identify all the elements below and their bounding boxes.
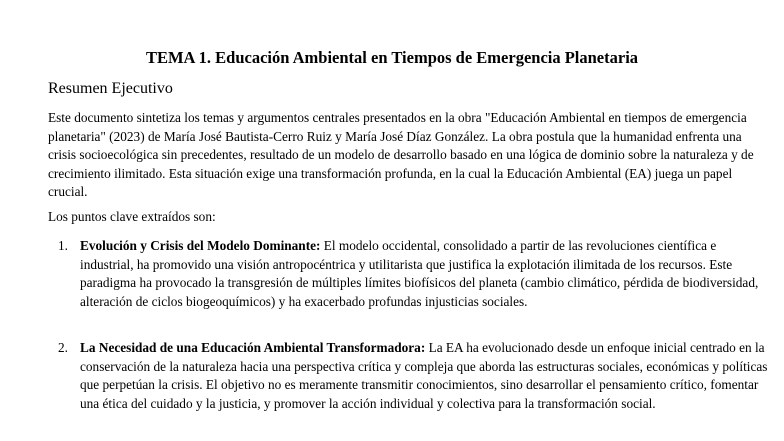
list-item-text: La EA ha evolucionado desde un enfoque inicial centrado en la conservación de la naturaleza hacia una perspectiva crítica y compleja que aborda las estructuras sociales, económicas y políticas que perpetúan la crisis. El objetivo no es meramente transmitir conocimientos, sino desarrollar el pensamiento crítico, fomentar una ética del cuidado y la justicia, y promover la acción individual y colectiva para la transformación social.: [80, 340, 768, 411]
section-heading: Resumen Ejecutivo: [48, 80, 173, 97]
intro-paragraph: Este documento sintetiza los temas y argumentos centrales presentados en la obra "Educación Ambiental en tiempos de emergencia planetaria" (2023) de María José Bautista-Cerro Ruiz y María José Díaz González. La obra postula que la humanidad enfrenta una crisis socioecológica sin precedentes, resultado de un modelo de desarrollo basado en una lógica de dominio sobre la naturaleza y de crecimiento ilimitado. Esta situación exige una transformación profunda, en la cual la Educación Ambiental (EA) juega un papel crucial.: [48, 110, 754, 199]
list-item-body: [80, 339, 770, 413]
list-item-title: Evolución y Crisis del Modelo Dominante:: [80, 238, 324, 253]
list-item-body: [80, 237, 770, 311]
list-item-text: El modelo occidental, consolidado a partir de las revoluciones científica e industrial, ha promovido una visión antropocéntrica y utilitarista que justifica la explotación ilimitada de los recursos. Este paradigma ha provocado la transgresión de múltiples límites biofísicos del planeta (cambio climático, pérdida de biodiversidad, alteración de ciclos biogeoquímicos) y ha exacerbado profundas injusticias sociales.: [80, 238, 759, 309]
list-item-title: La Necesidad de una Educación Ambiental Transformadora:: [80, 340, 429, 355]
key-points-lead: Los puntos clave extraídos son:: [48, 209, 216, 224]
document-title: TEMA 1. Educación Ambiental en Tiempos de Emergencia Planetaria: [145, 48, 639, 67]
list-item-number: 2.: [58, 340, 68, 355]
list-item-number: 1.: [58, 238, 68, 253]
